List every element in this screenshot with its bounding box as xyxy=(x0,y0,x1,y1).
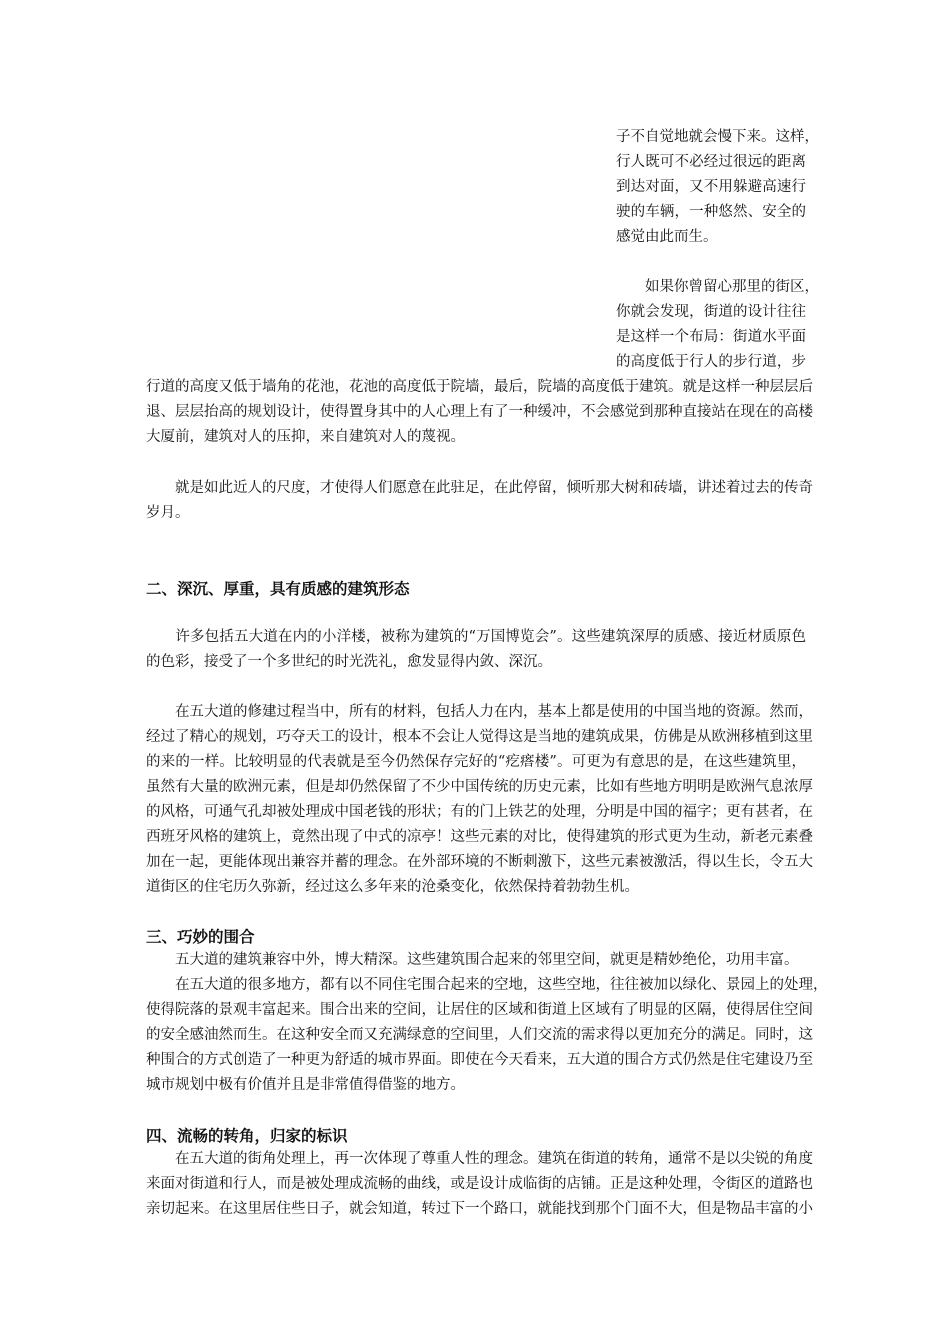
text-line: 城市规划中极有价值并且是非常值得借鉴的地方。 xyxy=(146,1077,465,1093)
text-line: 是这样一个布局：街道水平面 xyxy=(616,329,806,345)
text-line: 就是如此近人的尺度，才使得人们愿意在此驻足，在此停留，倾听那大树和砖墙，讲述着过去的传奇 xyxy=(146,480,813,496)
text-line: 感觉由此而生。 xyxy=(616,229,718,245)
text-line: 虽然有大量的欧洲元素，但是却仍然保留了不少中国传统的历史元素，比如有些地方明明是欧洲气息浓厚 xyxy=(146,779,813,795)
text-line: 使得院落的景观丰富起来。围合出来的空间，让居住的区域和街道上区域有了明显的区隔，使得居住空间 xyxy=(146,1002,813,1018)
text-line: 道街区的住宅历久弥新，经过这么多年来的沧桑变化，依然保持着勃勃生机。 xyxy=(146,879,639,895)
text-line: 在五大道的街角处理上，再一次体现了尊重人性的理念。建筑在街道的转角，通常不是以尖锐的角度 xyxy=(146,1151,813,1167)
text-line: 来面对街道和行人，而是被处理成流畅的曲线，或是设计成临街的店铺。正是这种处理，令街区的道路也 xyxy=(146,1176,813,1192)
text-line: 驶的车辆，一种悠然、安全的 xyxy=(616,204,806,220)
text-line: 西班牙风格的建筑上，竟然出现了中式的凉亭！这些元素的对比，使得建筑的形式更为生动，新老元素叠 xyxy=(146,829,813,845)
text-line: 种围合的方式创造了一种更为舒适的城市界面。即使在今天看来，五大道的围合方式仍然是住宅建设乃至 xyxy=(146,1052,813,1068)
text-line: 行人既可不必经过很远的距离 xyxy=(616,154,806,170)
text-line: 许多包括五大道在内的小洋楼，被称为建筑的“万国博览会”。这些建筑深厚的质感、接近材质原色 xyxy=(146,629,806,645)
text-line: 的色彩，接受了一个多世纪的时光洗礼，愈发显得内敛、深沉。 xyxy=(146,654,552,670)
text-line: 加在一起，更能体现出兼容并蓄的理念。在外部环境的不断刺激下，这些元素被激活，得以生长，令五大 xyxy=(146,854,813,870)
text-line: 你就会发现，街道的设计往往 xyxy=(616,304,806,320)
text-line: 子不自觉地就会慢下来。这样， xyxy=(616,129,819,145)
text-line: 到达对面，又不用躲避高速行 xyxy=(616,179,806,195)
text-line: 的风格，可通气孔却被处理成中国老钱的形状；有的门上铁艺的处理，分明是中国的福字；更有甚者，在 xyxy=(146,804,813,820)
text-line: 在五大道的很多地方，都有以不同住宅围合起来的空地，这些空地，往往被加以绿化、景园上的处理， xyxy=(146,977,828,993)
text-line: 的高度低于行人的步行道，步 xyxy=(616,354,806,370)
text-line: 在五大道的修建过程当中，所有的材料，包括人力在内，基本上都是使用的中国当地的资源。然而， xyxy=(146,704,813,720)
text-line: 岁月。 xyxy=(146,505,190,521)
text-line: 五大道的建筑兼容中外，博大精深。这些建筑围合起来的邻里空间，就更是精妙绝伦，功用丰富。 xyxy=(146,952,799,968)
section-heading: 四、流畅的转角，归家的标识 xyxy=(146,1127,348,1145)
text-line: 大厦前，建筑对人的压抑，来自建筑对人的蔑视。 xyxy=(146,429,465,445)
text-line: 退、层层抬高的规划设计，使得置身其中的人心理上有了一种缓冲，不会感觉到那种直接站在现在的高楼 xyxy=(146,404,813,420)
section-heading: 二、深沉、厚重，具有质感的建筑形态 xyxy=(146,580,410,598)
section-heading: 三、巧妙的围合 xyxy=(146,928,255,946)
text-line: 的安全感油然而生。在这种安全而又充满绿意的空间里，人们交流的需求得以更加充分的满足。同时，这 xyxy=(146,1027,813,1043)
text-line: 如果你曾留心那里的街区， xyxy=(616,279,819,295)
text-line: 亲切起来。在这里居住些日子，就会知道，转过下一个路口，就能找到那个门面不大，但是物品丰富的小 xyxy=(146,1201,813,1217)
text-line: 的来的一样。比较明显的代表就是至今仍然保存完好的“疙瘩楼”。可更为有意思的是，在这些建筑里， xyxy=(146,754,806,770)
text-line: 行道的高度又低于墙角的花池，花池的高度低于院墙，最后，院墙的高度低于建筑。就是这样一种层层后 xyxy=(146,379,813,395)
text-line: 经过了精心的规划，巧夺天工的设计，根本不会让人觉得这是当地的建筑成果，仿佛是从欧洲移植到这里 xyxy=(146,729,813,745)
